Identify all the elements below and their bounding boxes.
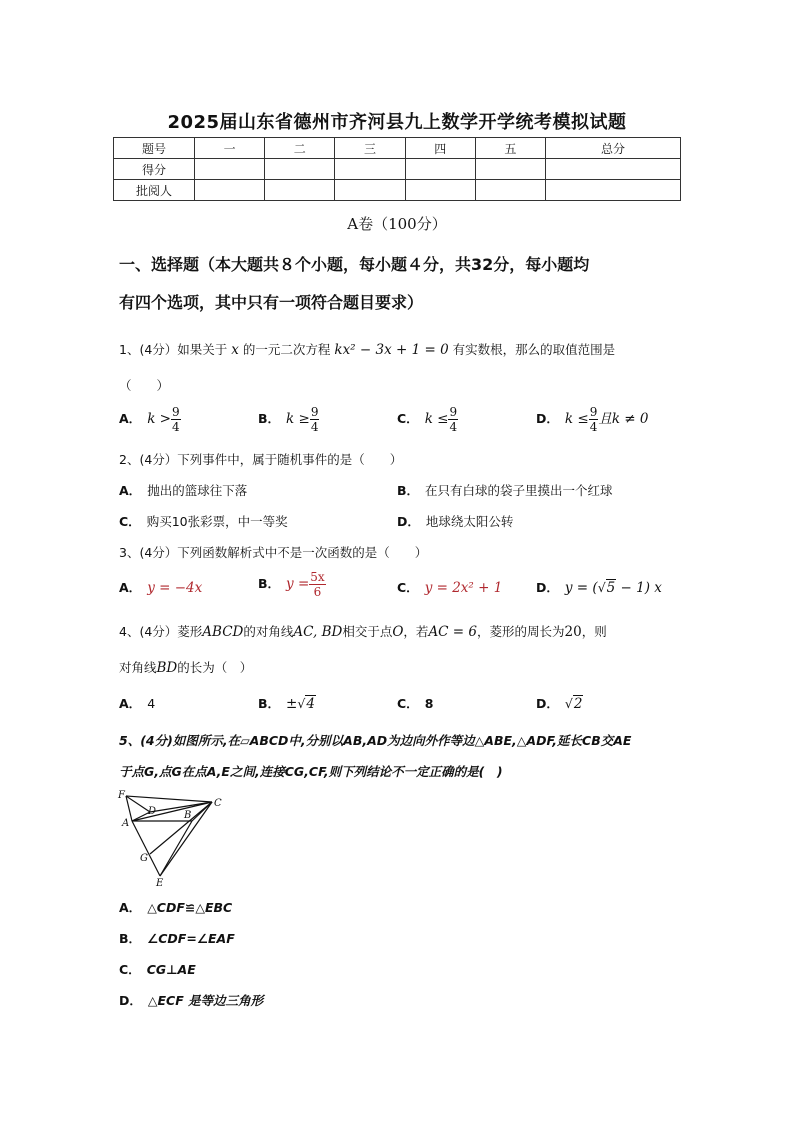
option-letter: A． [119,411,142,426]
option-text: △CDF≌△EBC [147,900,233,915]
option-text: ∠CDF=∠EAF [147,931,235,946]
option-letter: C． [397,696,419,711]
math-expr: k > [147,411,171,427]
option-letter: D． [119,993,142,1008]
question-5-stem: 5、(4分)如图所示,在▱ABCD中,分别以AB,AD为边向外作等边△ABE,△ADF,延长CB交AE [119,733,632,748]
option-d[interactable] [397,512,513,530]
score-table-row [114,159,681,180]
figure-label: D [148,806,157,817]
option-a[interactable] [119,405,181,434]
option-b[interactable] [258,694,316,712]
option-letter: B． [258,576,281,591]
option-c[interactable] [397,578,502,596]
table-cell[interactable] [335,180,405,201]
option-d[interactable] [536,405,649,434]
table-cell: 题号 [114,138,195,159]
fraction [448,405,458,434]
math-expr: − 1) x [616,580,662,596]
stem-text: 有实数根，那么的取值范围是 [452,342,616,357]
numerator: 9 [449,405,458,419]
score-table-row [114,180,681,201]
table-cell[interactable] [265,180,335,201]
option-c[interactable] [119,960,196,978]
fraction [171,405,181,434]
math-expr: y = ( [564,580,598,596]
option-c[interactable] [397,405,458,434]
option-c[interactable] [119,512,288,530]
table-cell[interactable] [265,159,335,180]
option-letter: D． [536,696,559,711]
sqrt-icon: √ [297,696,306,711]
option-letter: D． [536,580,559,595]
table-cell: 二 [265,138,335,159]
option-b[interactable] [397,481,613,499]
stem-text: 1、(4分）如果关于 [119,342,228,357]
option-text: 在只有白球的袋子里摸出一个红球 [425,483,613,498]
figure-label: A [122,818,130,829]
option-d[interactable] [536,694,583,712]
table-cell[interactable] [195,159,265,180]
denominator: 4 [310,420,319,434]
table-cell[interactable] [546,180,681,201]
option-text: 地球绕太阳公转 [425,514,514,529]
option-letter: A． [119,900,142,915]
table-cell: 三 [335,138,405,159]
table-cell: 一 [195,138,265,159]
figure-line [160,821,192,876]
question-1-stem [119,340,615,358]
option-a[interactable] [119,481,247,499]
stem-text: 4、(4分）菱形 [119,624,203,639]
option-d[interactable] [119,991,263,1009]
stem-text: 的一元二次方程 [242,342,331,357]
figure-line [126,796,212,802]
figure-label: C [214,798,222,809]
math-expr: y = −4x [147,580,203,596]
question-5-stem-line2: 于点G,点G在点A,E之间,连接CG,CF,则下列结论不一定正确的是( ) [119,764,503,779]
math-variable: O [392,624,404,640]
numerator: 9 [310,405,319,419]
stem-text: ，菱形的周长为 [477,624,565,639]
geometry-figure [112,788,232,888]
option-letter: B． [258,696,281,711]
denominator: 4 [589,420,598,434]
option-letter: A． [119,483,142,498]
option-letter: B． [119,931,142,946]
fraction [589,405,599,434]
stem-text: ，若 [403,624,429,639]
question-2-stem: 2、(4分）下列事件中，属于随机事件的是（ ） [119,452,403,467]
section-subtitle: A卷（100分） [347,215,447,233]
radicand: 4 [306,696,315,712]
table-cell[interactable] [475,159,545,180]
option-d[interactable] [536,578,662,596]
table-cell: 五 [475,138,545,159]
option-b[interactable] [119,929,235,947]
math-expr: k ≥ [286,411,310,427]
math-variable: BD [156,660,178,676]
math-expr: y = [286,576,310,592]
option-letter: C． [397,411,419,426]
table-cell: 得分 [114,159,195,180]
option-letter: B． [258,411,281,426]
figure-label: E [156,878,164,888]
figure-label: F [118,790,125,801]
option-c[interactable] [397,694,433,712]
option-a[interactable] [119,578,202,596]
math-number: 20 [564,624,582,640]
option-text: 购买10张彩票，中一等奖 [146,514,288,529]
option-letter: C． [397,580,419,595]
numerator: 5x [310,570,325,584]
math-expr: k ≤ [564,411,589,427]
stem-text: ，则 [581,624,607,639]
page-title: 2025届山东省德州市齐河县九上数学开学统考模拟试题 [167,112,627,133]
figure-label: G [140,853,148,864]
math-expr: y = 2x² + 1 [424,580,503,596]
option-letter: D． [397,514,420,529]
question-3-stem: 3、(4分）下列函数解析式中不是一次函数的是（ ） [119,545,428,560]
table-cell[interactable] [405,159,475,180]
numerator: 9 [589,405,598,419]
denominator: 4 [171,420,180,434]
stem-text: 相交于点 [342,624,393,639]
math-expr: k ≤ [424,411,449,427]
table-cell[interactable] [546,159,681,180]
figure-label: B [184,810,192,821]
section-heading-line: 一、选择题（本大题共８个小题，每小题４分，共32分，每小题均 [119,255,590,274]
table-cell[interactable] [475,180,545,201]
math-equation: AC = 6 [428,624,477,640]
table-cell[interactable] [405,180,475,201]
math-equation: kx² − 3x + 1 = 0 [334,342,449,358]
section-heading [119,246,699,322]
section-heading-line: 有四个选项，其中只有一项符合题目要求） [119,293,424,312]
table-cell: 四 [405,138,475,159]
sqrt-icon: √ [597,580,606,595]
option-a[interactable] [119,694,155,712]
option-letter: D． [536,411,559,426]
radicand: 2 [573,696,583,712]
table-cell[interactable] [195,180,265,201]
numerator: 9 [171,405,180,419]
stem-text: 的长为（ ） [177,660,253,675]
stem-text: 的对角线 [243,624,294,639]
math-variable: ABCD [202,624,244,640]
option-text: △ECF 是等边三角形 [147,993,264,1008]
fraction [310,405,320,434]
table-cell[interactable] [335,159,405,180]
score-table [113,137,681,201]
table-cell: 总分 [546,138,681,159]
math-variable: AC, BD [293,624,343,640]
option-b[interactable] [258,570,326,599]
option-letter: B． [397,483,420,498]
option-a[interactable] [119,898,232,916]
math-expr: 且k ≠ 0 [598,411,649,427]
sqrt-icon: √ [564,696,573,711]
radicand: 5 [606,580,616,596]
answer-paren: （ ） [119,378,170,393]
math-variable: x [231,342,239,358]
option-text: 8 [424,696,434,711]
denominator: 4 [449,420,458,434]
option-letter: A． [119,696,142,711]
option-text: 抛出的篮球往下落 [147,483,248,498]
option-letter: C． [119,962,141,977]
option-letter: A． [119,580,142,595]
fraction [309,570,325,599]
option-text: 4 [147,696,156,711]
score-table-header-row [114,138,681,159]
question-4-stem [119,622,607,640]
denominator: 6 [313,585,322,599]
option-b[interactable] [258,405,319,434]
stem-text: 对角线 [119,660,157,675]
option-text: CG⊥AE [146,962,196,977]
table-cell: 批阅人 [114,180,195,201]
math-expr: ± [286,696,298,712]
option-letter: C． [119,514,141,529]
question-4-stem-line2 [119,658,252,676]
